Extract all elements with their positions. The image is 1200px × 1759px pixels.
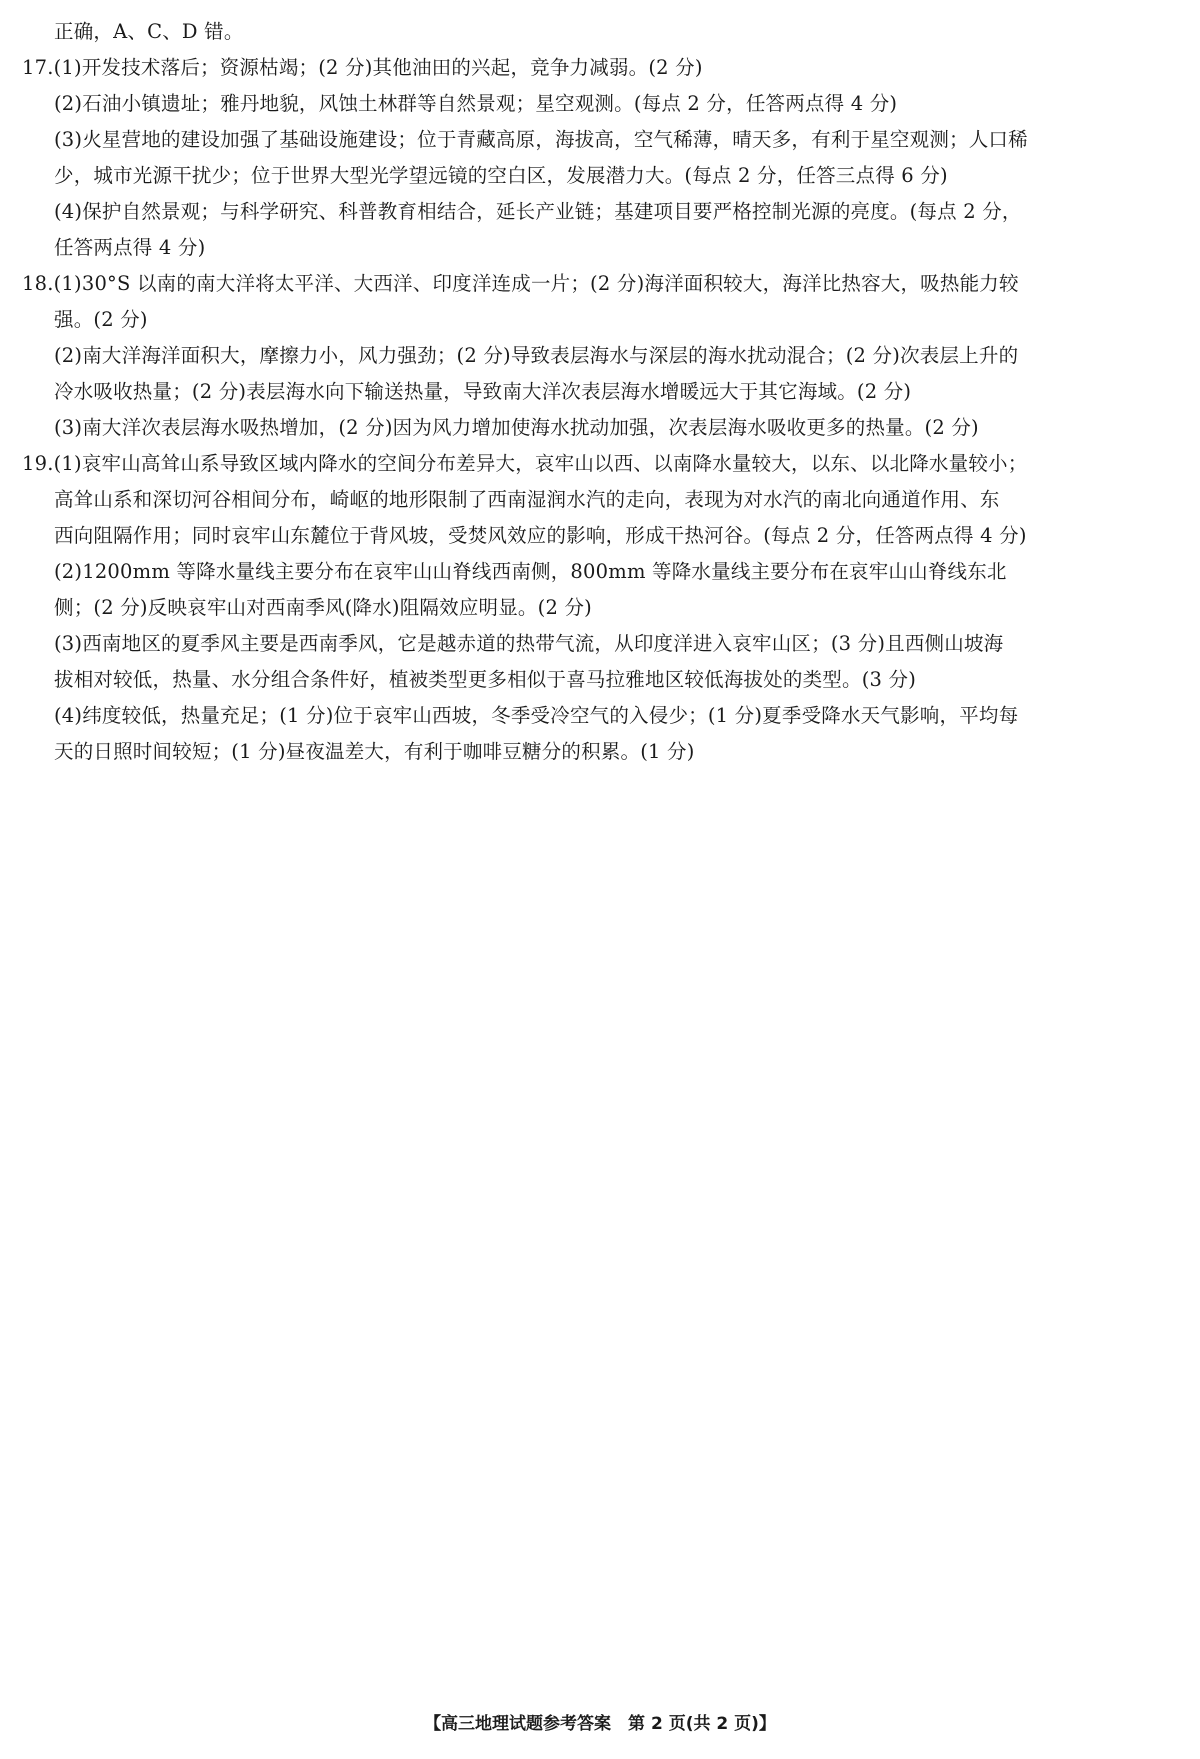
- text-line: 冷水吸收热量；(2 分)表层海水向下输送热量，导致南大洋次表层海水增暖远大于其它海域。(2 分): [54, 380, 912, 403]
- text-line: 拔相对较低，热量、水分组合条件好，植被类型更多相似于喜马拉雅地区较低海拔处的类型。(3 分): [54, 668, 917, 691]
- text-line: (4)保护自然景观；与科学研究、科普教育相结合，延长产业链；基建项目要严格控制光源的亮度。(每点 2 分，: [54, 200, 1022, 223]
- page-footer: 【高三地理试题参考答案 第 2 页(共 2 页)】: [424, 1714, 776, 1734]
- text-line: 任答两点得 4 分): [54, 236, 206, 259]
- text-line: (3)南大洋次表层海水吸热增加，(2 分)因为风力增加使海水扰动加强，次表层海水吸收更多的热量。(2 分): [54, 416, 979, 439]
- text-line: (3)火星营地的建设加强了基础设施建设；位于青藏高原，海拔高，空气稀薄，晴天多，有利于星空观测；人口稀: [54, 128, 1028, 151]
- text-line: 天的日照时间较短；(1 分)昼夜温差大，有利于咖啡豆糖分的积累。(1 分): [54, 740, 695, 763]
- text-line: (4)纬度较低，热量充足；(1 分)位于哀牢山西坡，冬季受冷空气的入侵少；(1 分)夏季受降水天气影响，平均每: [54, 704, 1019, 727]
- text-line: (3)西南地区的夏季风主要是西南季风，它是越赤道的热带气流，从印度洋进入哀牢山区；(3 分)且西侧山坡海: [54, 632, 1004, 655]
- text-line: 正确，A、C、D 错。: [54, 20, 244, 43]
- answer-text-block: [22, 14, 1182, 770]
- text-line: 17.(1)开发技术落后；资源枯竭；(2 分)其他油田的兴起，竞争力减弱。(2 分): [22, 56, 703, 79]
- text-line: 强。(2 分): [54, 308, 148, 331]
- text-line: 高耸山系和深切河谷相间分布，崎岖的地形限制了西南湿润水汽的走向，表现为对水汽的南北向通道作用、东: [54, 488, 1000, 511]
- text-line: 西向阻隔作用；同时哀牢山东麓位于背风坡，受焚风效应的影响，形成干热河谷。(每点 2 分，任答两点得 4 分): [54, 524, 1027, 547]
- text-line: 19.(1)哀牢山高耸山系导致区域内降水的空间分布差异大，哀牢山以西、以南降水量较大，以东、以北降水量较小；: [22, 452, 1028, 475]
- text-line: 侧；(2 分)反映哀牢山对西南季风(降水)阻隔效应明显。(2 分): [54, 596, 592, 619]
- text-line: (2)1200mm 等降水量线主要分布在哀牢山山脊线西南侧，800mm 等降水量线主要分布在哀牢山山脊线东北: [54, 560, 1007, 583]
- text-line: (2)石油小镇遗址；雅丹地貌，风蚀土林群等自然景观；星空观测。(每点 2 分，任答两点得 4 分): [54, 92, 898, 115]
- text-line: 18.(1)30°S 以南的南大洋将太平洋、大西洋、印度洋连成一片；(2 分)海洋面积较大，海洋比热容大，吸热能力较: [22, 272, 1019, 295]
- text-line: (2)南大洋海洋面积大，摩擦力小，风力强劲；(2 分)导致表层海水与深层的海水扰动混合；(2 分)次表层上升的: [54, 344, 1019, 367]
- text-line: 少，城市光源干扰少；位于世界大型光学望远镜的空白区，发展潜力大。(每点 2 分，任答三点得 6 分): [54, 164, 948, 187]
